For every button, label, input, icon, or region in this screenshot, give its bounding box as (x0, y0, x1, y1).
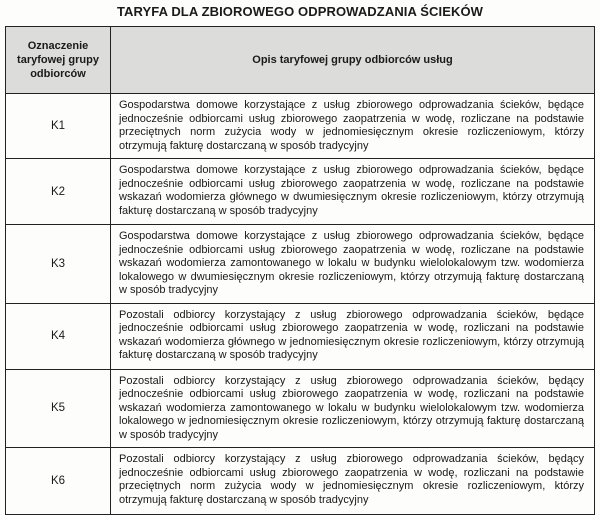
header-row (6, 27, 595, 94)
table-row (6, 94, 595, 159)
document-title: TARYFA DLA ZBIOROWEGO ODPROWADZANIA ŚCIEKÓW (116, 4, 484, 19)
group-description: Gospodarstwa domowe korzystające z usług zbiorowego odprowadzania ścieków, będące jednocześnie odbiorcami usług zbiorowego zaopatrzenia w wodę, rozliczane na podstawie przeciętnych norm zużycia wody w jednomiesięcznym okresie rozliczeniowym, którzy otrzymują fakturę dostarczaną w sposób tradycyjny (111, 94, 595, 159)
group-description: Gospodarstwa domowe korzystające z usług zbiorowego odprowadzania ścieków, będące jednocześnie odbiorcami usług zbiorowego zaopatrzenia w wodę, rozliczane na podstawie wskazań wodomierza zamontowanego w lokalu w budynku wielolokalowym tzw. wodomierza lokalowego w dwumiesięcznym okresie rozliczeniowym, którzy otrzymują fakturę dostarczaną w sposób tradycyjny (111, 225, 595, 304)
group-code: K2 (6, 159, 111, 225)
group-code: K1 (6, 94, 111, 159)
group-description: Pozostali odbiorcy korzystający z usług zbiorowego odprowadzania ścieków, będący jednocześnie odbiorcami usług zbiorowego zaopatrzenia w wodę, rozliczani na podstawie przeciętnych norm zużycia wody w jednomiesięcznym okresie rozliczeniowym, którzy otrzymują fakturę dostarczaną w sposób tradycyjny (111, 448, 595, 515)
group-code: K3 (6, 225, 111, 304)
group-description: Gospodarstwa domowe korzystające z usług zbiorowego odprowadzania ścieków, będące jednocześnie odbiorcami usług zbiorowego zaopatrzenia w wodę, rozliczane na podstawie wskazań wodomierza głównego w dwumiesięcznym okresie rozliczeniowym, którzy otrzymują fakturę dostarczaną w sposób tradycyjny (111, 159, 595, 225)
header-group-description: Opis taryfowej grupy odbiorców usług (111, 27, 595, 94)
group-code: K6 (6, 448, 111, 515)
table-row (6, 303, 595, 369)
header-group-code: Oznaczenie taryfowej grupy odbiorców (6, 27, 111, 94)
table-row (6, 225, 595, 304)
group-code: K5 (6, 369, 111, 448)
group-code: K4 (6, 303, 111, 369)
table-row (6, 159, 595, 225)
table-row (6, 369, 595, 448)
group-description: Pozostali odbiorcy korzystający z usług zbiorowego odprowadzania ścieków, będący jednocześnie odbiorcami usług zbiorowego zaopatrzenia w wodę, rozliczani na podstawie wskazań wodomierza zamontowanego w lokalu w budynku wielolokalowym tzw. wodomierza lokalowego w jednomiesięcznym okresie rozliczeniowym, którzy otrzymują fakturę dostarczaną w sposób tradycyjny (111, 369, 595, 448)
table-row (6, 448, 595, 515)
group-description: Pozostali odbiorcy korzystający z usług zbiorowego odprowadzania ścieków, będące jednocześnie odbiorcami usług zbiorowego zaopatrzenia w wodę, rozliczani na podstawie wskazań wodomierza głównego w jednomiesięcznym okresie rozliczeniowym, którzy otrzymują fakturę dostarczaną w sposób tradycyjny (111, 303, 595, 369)
tariff-table (5, 26, 595, 515)
